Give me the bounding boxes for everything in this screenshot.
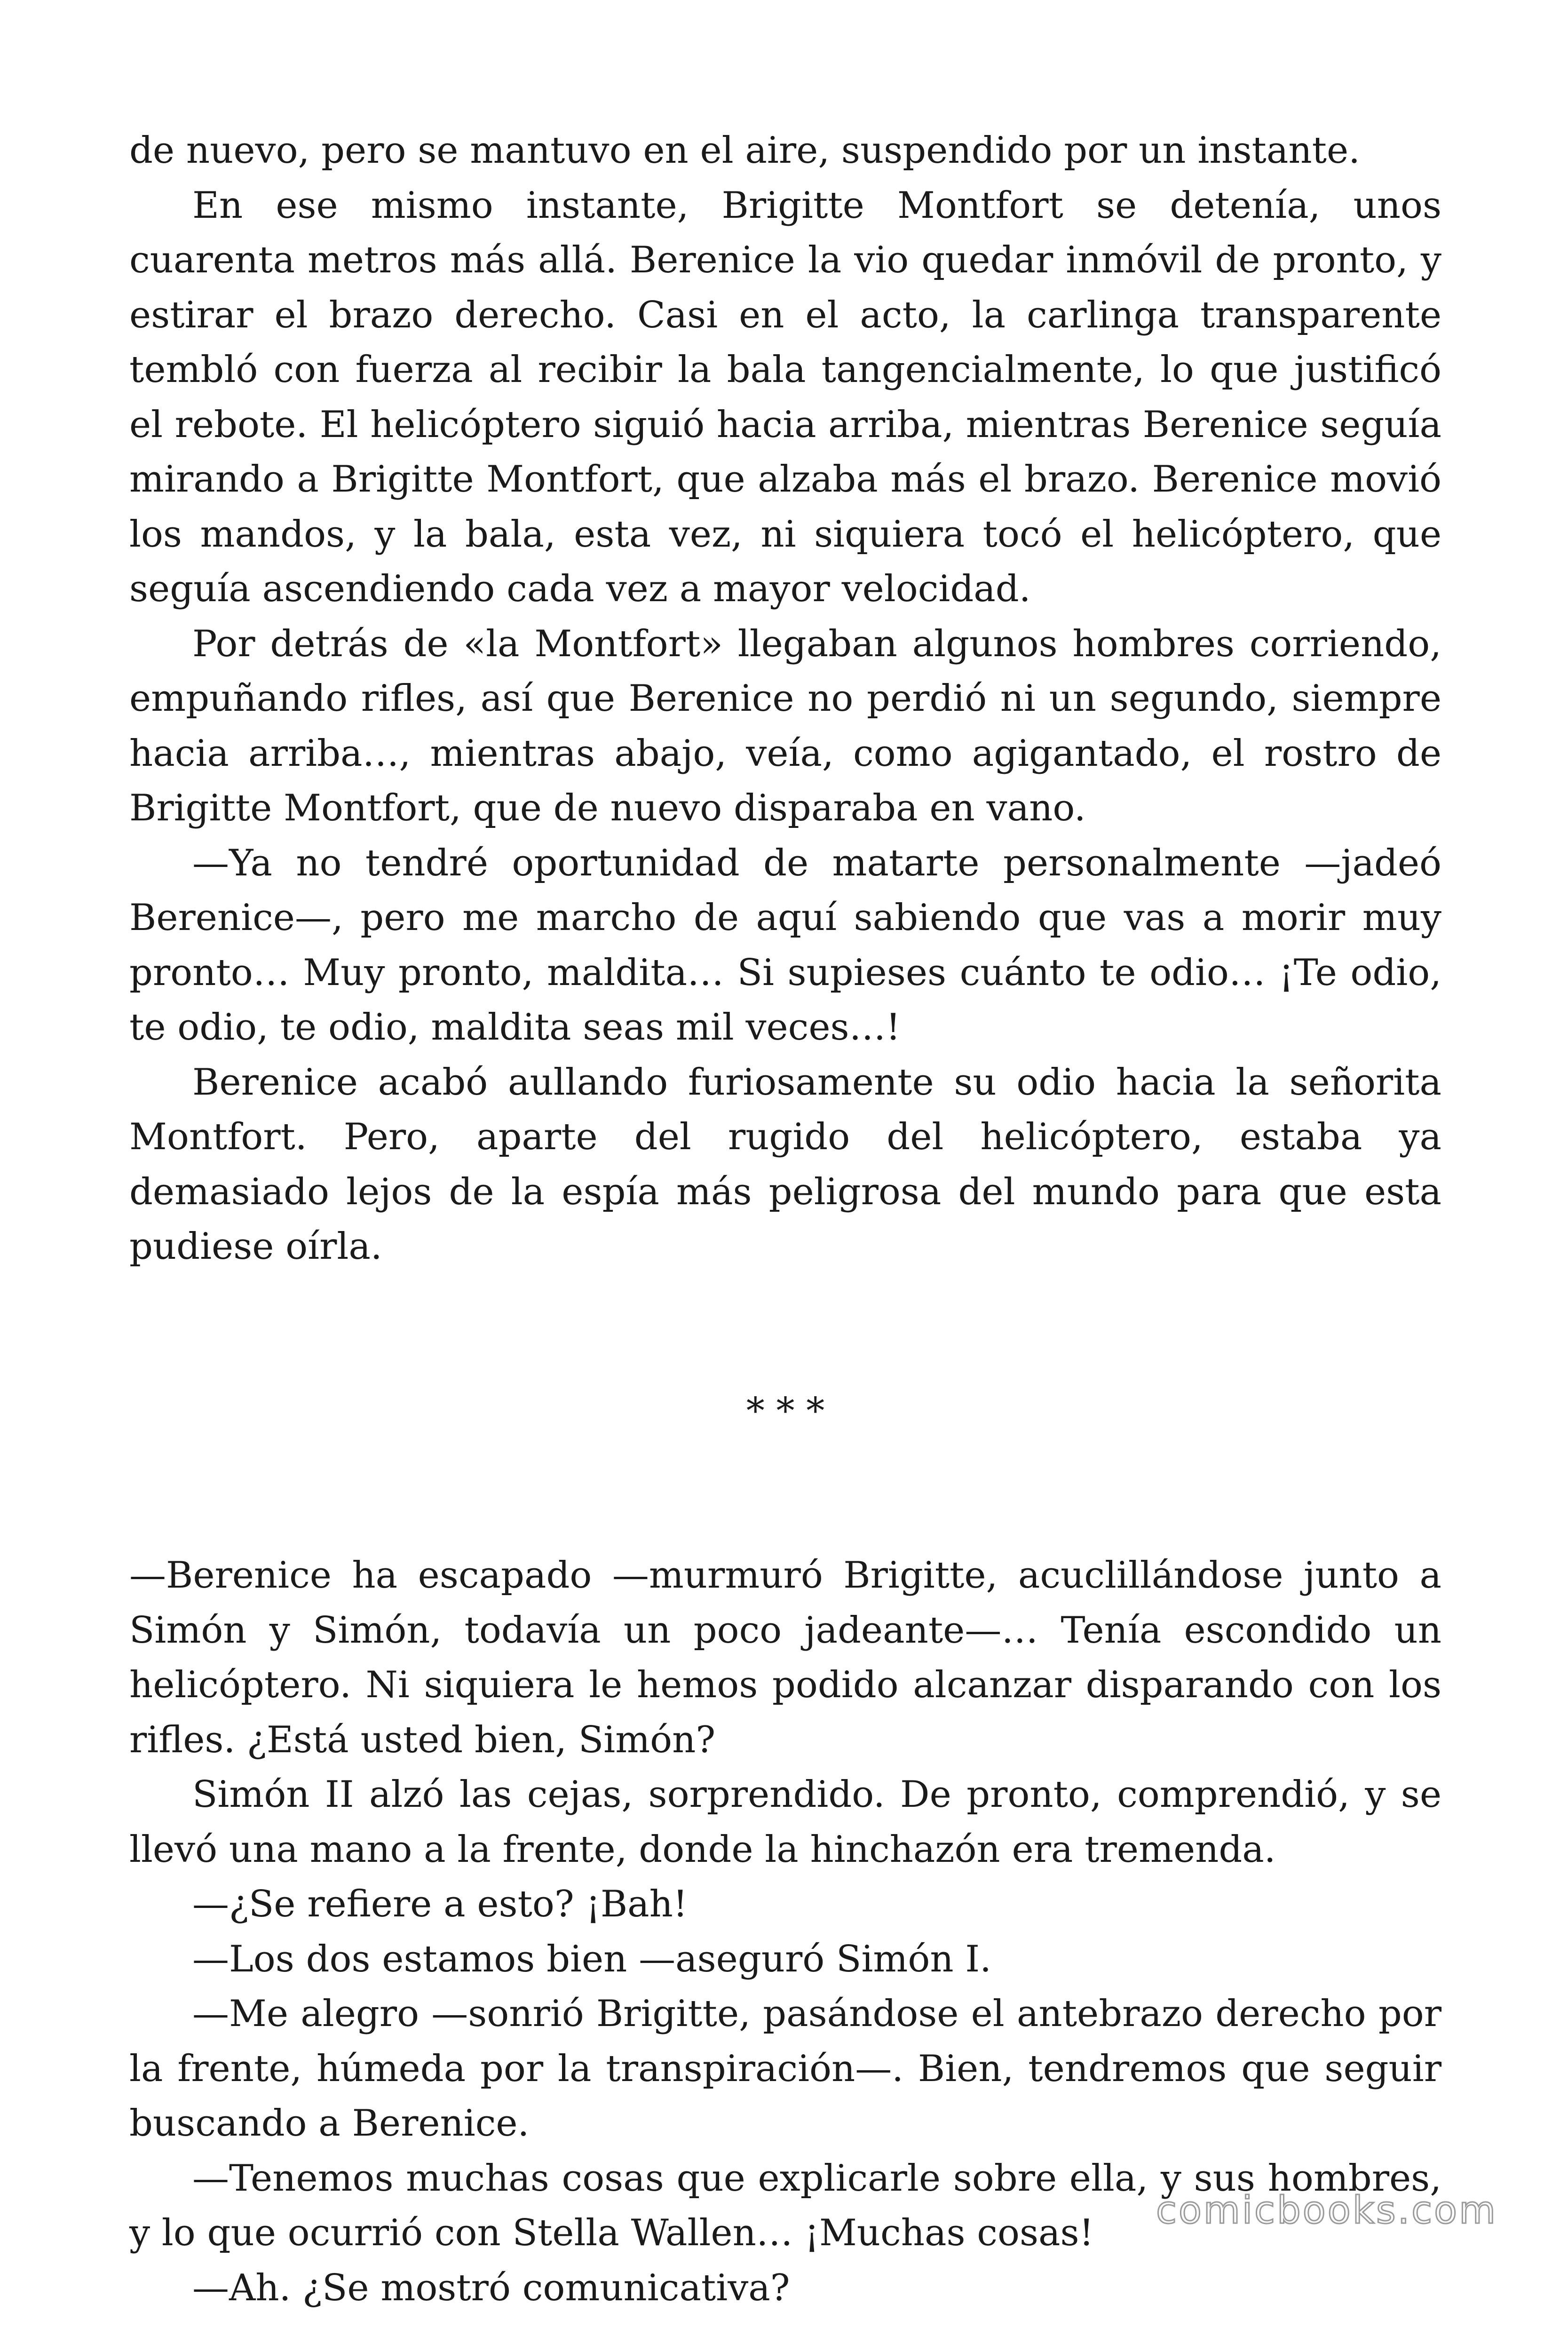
page-body: [129, 123, 1441, 2315]
paragraph: —¿Se refiere a esto? ¡Bah!: [192, 1883, 688, 1925]
paragraph: —Ya no tendré oportunidad de matarte personalmente —jadeó Berenice—, pero me marcho de aquí sabiendo que vas a morir muy pronto… Muy pronto, maldita… Si supieses cuánto te odio… ¡Te odio, te odio, te odio, maldita seas mil veces…!: [129, 842, 1441, 1049]
paragraph: de nuevo, pero se mantuvo en el aire, suspendido por un instante.: [129, 129, 1360, 172]
scene-separator: * * *: [746, 1390, 825, 1432]
paragraph: —Me alegro —sonrió Brigitte, pasándose el antebrazo derecho por la frente, húmeda por la transpiración—. Bien, tendremos que seguir buscando a Berenice.: [129, 1993, 1441, 2145]
paragraph: En ese mismo instante, Brigitte Montfort se detenía, unos cuarenta metros más allá. Berenice la vio quedar inmóvil de pronto, y estirar el brazo derecho. Casi en el acto, la carlinga transparente tembló con fuerza al recibir la bala tangencialmente, lo que justificó el rebote. El helicóptero siguió hacia arriba, mientras Berenice seguía mirando a Brigitte Montfort, que alzaba más el brazo. Berenice movió los mandos, y la bala, esta vez, ni siquiera tocó el helicóptero, que seguía ascendiendo cada vez a mayor velocidad.: [129, 184, 1441, 610]
paragraph: —Ah. ¿Se mostró comunicativa?: [192, 2266, 790, 2309]
paragraph: Simón II alzó las cejas, sorprendido. De pronto, comprendió, y se llevó una mano a la frente, donde la hinchazón era tremenda.: [129, 1773, 1441, 1871]
paragraph: Por detrás de «la Montfort» llegaban algunos hombres corriendo, empuñando rifles, así que Berenice no perdió ni un segundo, siempre hacia arriba…, mientras abajo, veía, como agigantado, el rostro de Brigitte Montfort, que de nuevo disparaba en vano.: [129, 622, 1441, 829]
paragraph: —Tenemos muchas cosas que explicarle sobre ella, y sus hombres, y lo que ocurrió con Stella Wallen… ¡Muchas cosas!: [129, 2157, 1441, 2254]
separator-space: [129, 1274, 1441, 1384]
watermark: comicbooks.com: [1156, 2188, 1497, 2232]
separator-space: [129, 1438, 1441, 1548]
text-section-top: [129, 123, 1441, 1274]
paragraph: —Berenice ha escapado —murmuró Brigitte, acuclillándose junto a Simón y Simón, todavía un poco jadeante—… Tenía escondido un helicóptero. Ni siquiera le hemos podido alcanzar disparando con los rifles. ¿Está usted bien, Simón?: [129, 1554, 1441, 1761]
paragraph: Berenice acabó aullando furiosamente su odio hacia la señorita Montfort. Pero, aparte del rugido del helicóptero, estaba ya demasiado lejos de la espía más peligrosa del mundo para que esta pudiese oírla.: [129, 1061, 1441, 1268]
paragraph: —Los dos estamos bien —aseguró Simón I.: [192, 1938, 991, 1980]
